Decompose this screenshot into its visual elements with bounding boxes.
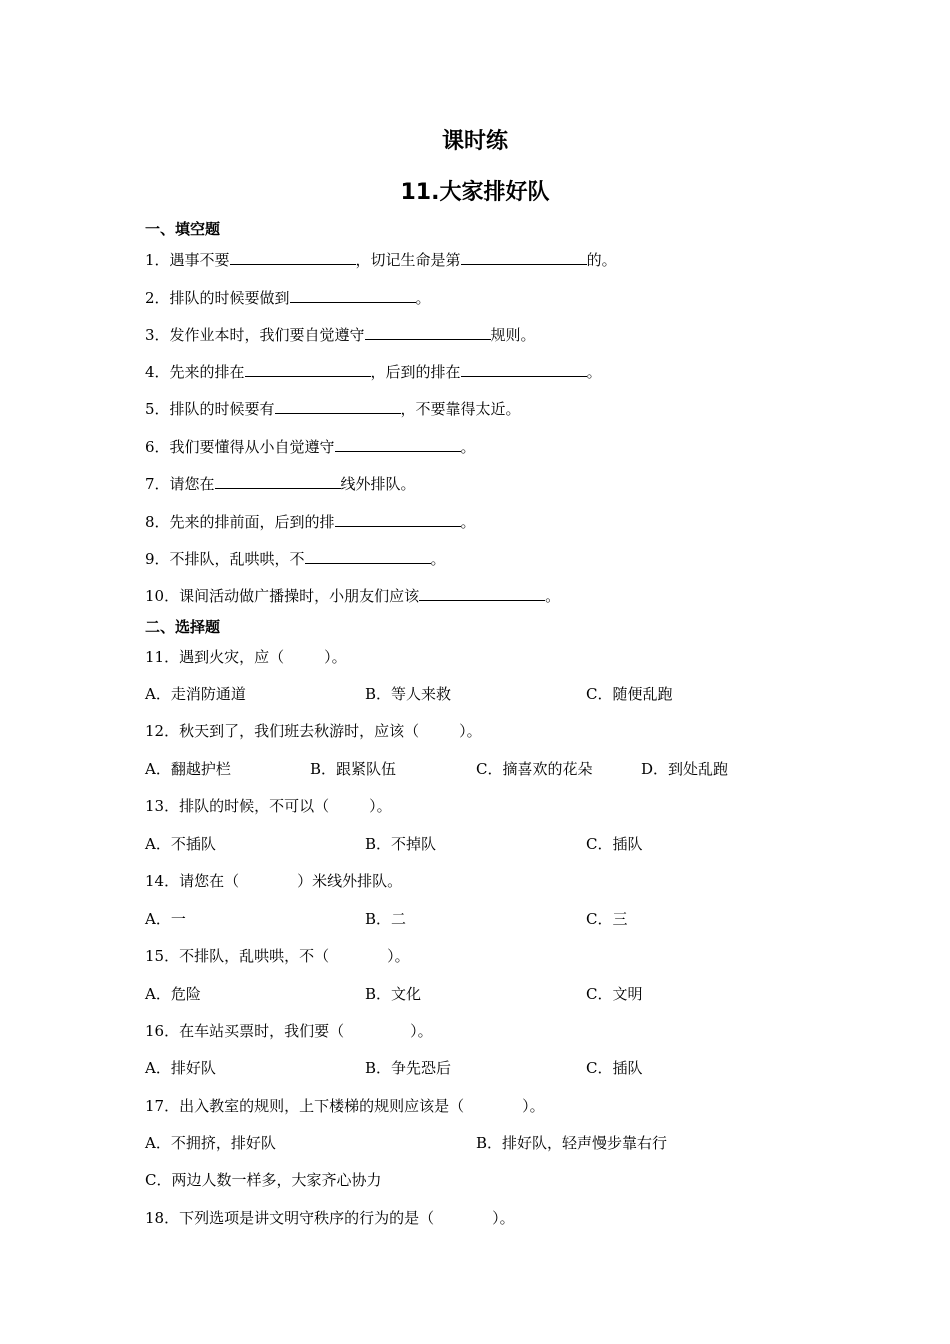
question-5: 5．排队的时候要有 ，不要靠得太近。 (145, 400, 521, 418)
option-b[interactable]: B．二 (365, 910, 407, 928)
page-title: 课时练 (441, 129, 508, 154)
question-18: 18．下列选项是讲文明守秩序的行为的是（ ）。 (145, 1209, 515, 1227)
option-c[interactable]: C．三 (586, 910, 628, 928)
option-c[interactable]: C．插队 (586, 1059, 643, 1077)
question-11: 11．遇到火灾，应（ ）。 (145, 648, 347, 666)
answer-blank[interactable] (290, 287, 416, 303)
option-a[interactable]: A．不拥挤，排好队 (145, 1134, 276, 1152)
option-d[interactable]: D．到处乱跑 (641, 760, 729, 778)
option-a[interactable]: A．排好队 (145, 1059, 216, 1077)
answer-blank[interactable] (419, 585, 545, 601)
answer-blank[interactable] (461, 249, 587, 265)
option-b[interactable]: B．文化 (365, 985, 422, 1003)
lesson-title: 11.大家排好队 (400, 180, 550, 205)
question-17: 17．出入教室的规则，上下楼梯的规则应该是（ ）。 (145, 1097, 545, 1115)
question-16: 16．在车站买票时，我们要（ ）。 (145, 1022, 433, 1040)
option-b[interactable]: B．争先恐后 (365, 1059, 452, 1077)
question-12: 12．秋天到了，我们班去秋游时，应该（ ）。 (145, 722, 482, 740)
option-b[interactable]: B．等人来救 (365, 685, 452, 703)
option-a[interactable]: A．一 (145, 910, 186, 928)
answer-blank[interactable] (245, 361, 371, 377)
option-b[interactable]: B．跟紧队伍 (310, 760, 397, 778)
question-3: 3．发作业本时，我们要自觉遵守 规则。 (145, 326, 536, 344)
option-b[interactable]: B．排好队，轻声慢步靠右行 (476, 1134, 668, 1152)
question-15: 15．不排队，乱哄哄，不（ ）。 (145, 947, 410, 965)
question-4: 4．先来的排在 ，后到的排在 。 (145, 363, 602, 381)
answer-blank[interactable] (275, 398, 401, 414)
section-fill-heading: 一、填空题 (145, 220, 221, 238)
question-6: 6．我们要懂得从小自觉遵守 。 (145, 438, 476, 456)
option-a[interactable]: A．危险 (145, 985, 201, 1003)
answer-blank[interactable] (215, 473, 341, 489)
question-14: 14．请您在（ ）米线外排队。 (145, 872, 403, 890)
option-a[interactable]: A．翻越护栏 (145, 760, 231, 778)
question-8: 8．先来的排前面，后到的排 。 (145, 513, 476, 531)
answer-blank[interactable] (335, 511, 461, 527)
answer-blank[interactable] (335, 436, 461, 452)
question-7: 7．请您在 线外排队。 (145, 475, 416, 493)
answer-blank[interactable] (461, 361, 587, 377)
option-c[interactable]: C．摘喜欢的花朵 (476, 760, 593, 778)
option-c[interactable]: C．两边人数一样多，大家齐心协力 (145, 1171, 382, 1189)
question-13: 13．排队的时候，不可以（ ）。 (145, 797, 392, 815)
option-a[interactable]: A．不插队 (145, 835, 216, 853)
option-a[interactable]: A．走消防通道 (145, 685, 246, 703)
question-2: 2．排队的时候要做到 。 (145, 289, 431, 307)
answer-blank[interactable] (230, 249, 356, 265)
option-c[interactable]: C．文明 (586, 985, 643, 1003)
option-c[interactable]: C．插队 (586, 835, 643, 853)
section-choice-heading: 二、选择题 (145, 618, 221, 636)
option-b[interactable]: B．不掉队 (365, 835, 437, 853)
question-10: 10．课间活动做广播操时，小朋友们应该 。 (145, 587, 561, 605)
answer-blank[interactable] (365, 324, 491, 340)
question-1: 1．遇事不要 ，切记生命是第 的。 (145, 251, 617, 269)
answer-blank[interactable] (305, 548, 431, 564)
option-c[interactable]: C．随便乱跑 (586, 685, 673, 703)
question-9: 9．不排队，乱哄哄，不 。 (145, 550, 446, 568)
